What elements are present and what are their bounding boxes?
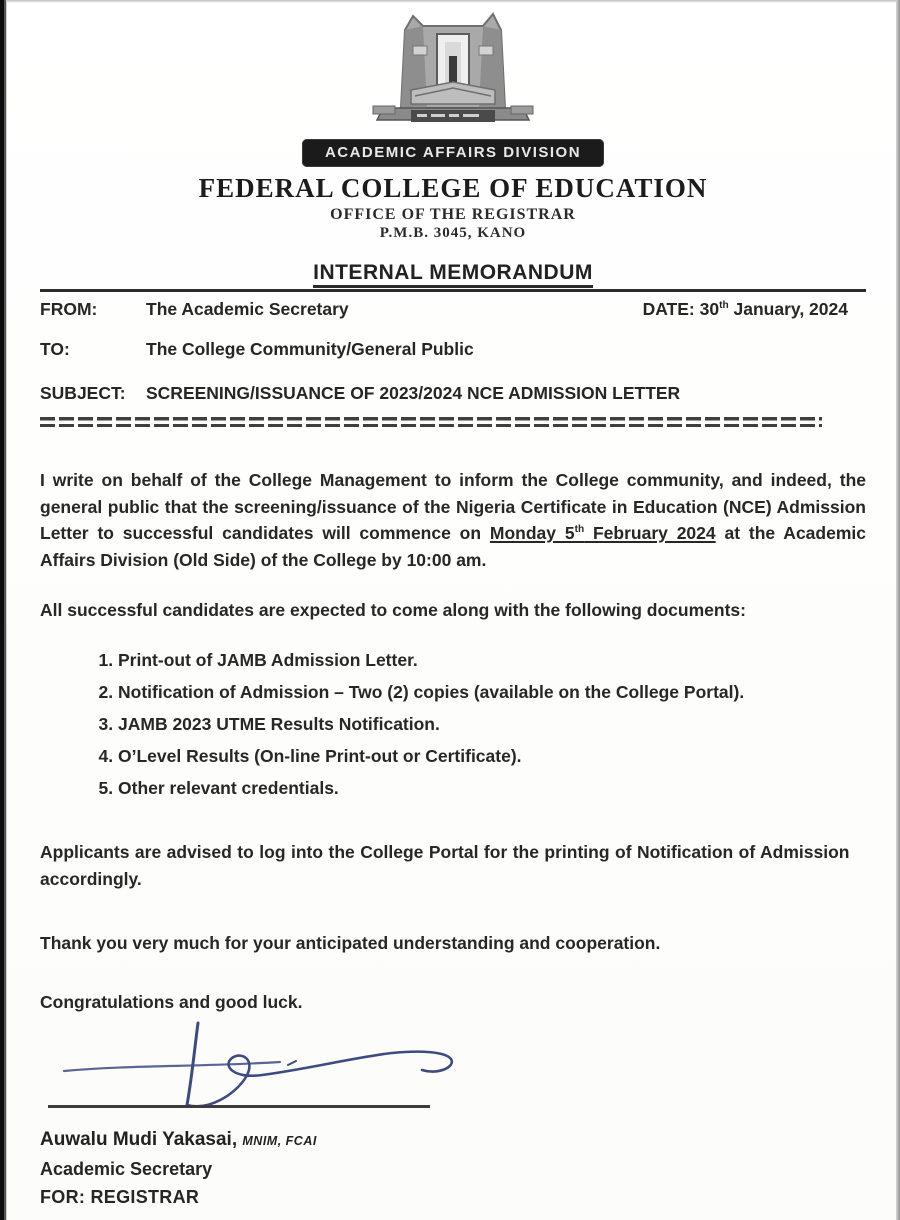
paragraph-commencement-start: I write on behalf of the College Management to inform the College community, and indeed, the general public that the screening/issuance of the Nigeria Certificate in Education (NCE) Admission Letter to successful candidates will commence on xyxy=(40,470,866,544)
subject-label: SUBJECT: xyxy=(40,383,126,403)
from-value: The Academic Secretary xyxy=(146,299,349,319)
signatory-title: Academic Secretary xyxy=(40,1159,213,1180)
college-name: FEDERAL COLLEGE OF EDUCATION xyxy=(198,173,708,203)
list-item: 3. JAMB 2023 UTME Results Notification. xyxy=(118,714,866,735)
list-item: 5. Other relevant credentials. xyxy=(118,778,866,799)
subject-value: SCREENING/ISSUANCE OF 2023/2024 NCE ADMISSION LETTER xyxy=(146,383,681,403)
paragraph-documents-intro: All successful candidates are expected to come along with the following documents: xyxy=(40,600,746,621)
date-day: 30 xyxy=(699,299,720,319)
subject-row xyxy=(40,383,866,404)
paragraph-portal-advice: Applicants are advised to log into the College Portal for the printing of Notification of Admission accordingly. xyxy=(40,841,850,889)
to-label: TO: xyxy=(40,339,70,359)
signatory-credentials: MNIM, FCAI xyxy=(242,1134,317,1149)
division-banner-label: ACADEMIC AFFAIRS DIVISION xyxy=(324,144,582,161)
date-label: DATE: xyxy=(642,299,695,319)
list-item: 2. Notification of Admission – Two (2) copies (available on the College Portal). xyxy=(118,682,866,703)
date-field xyxy=(643,299,848,320)
subject-separator xyxy=(40,417,822,427)
signature-line xyxy=(48,1105,430,1108)
list-item: 4. O’Level Results (On-line Print-out or Certificate). xyxy=(118,746,866,767)
paragraph-commencement-end: at the Academic Affairs Division (Old Side) of the College by 10:00 am. xyxy=(40,523,866,570)
memo-title-text: INTERNAL MEMORANDUM xyxy=(313,261,593,288)
list-item: 1. Print-out of JAMB Admission Letter. xyxy=(118,650,866,671)
college-gate-logo xyxy=(40,12,866,135)
documents-list xyxy=(40,650,866,799)
signature-block xyxy=(40,1017,866,1113)
commencement-date-underlined: Monday 5th February 2024 xyxy=(489,523,716,544)
to-row xyxy=(40,339,866,360)
from-row xyxy=(40,299,866,320)
signatory-for-line: FOR: REGISTRAR xyxy=(40,1187,200,1208)
division-banner xyxy=(302,139,604,167)
signature-ink xyxy=(50,1017,470,1109)
paragraph-commencement xyxy=(40,467,866,573)
date-ordinal: th xyxy=(719,300,729,312)
signatory-name: Auwalu Mudi Yakasai, MNIM, FCAI xyxy=(40,1129,317,1151)
date-rest: January, 2024 xyxy=(733,299,848,319)
paragraph-congratulations: Congratulations and good luck. xyxy=(40,991,303,1012)
pmb-line: P.M.B. 3045, KANO xyxy=(379,225,527,241)
paragraph-thanks: Thank you very much for your anticipated understanding and cooperation. xyxy=(40,933,661,954)
office-line: OFFICE OF THE REGISTRAR xyxy=(330,206,576,223)
from-label: FROM: xyxy=(40,299,98,319)
to-value: The College Community/General Public xyxy=(146,339,474,359)
memo-title xyxy=(40,258,866,286)
header-rule xyxy=(40,289,866,292)
